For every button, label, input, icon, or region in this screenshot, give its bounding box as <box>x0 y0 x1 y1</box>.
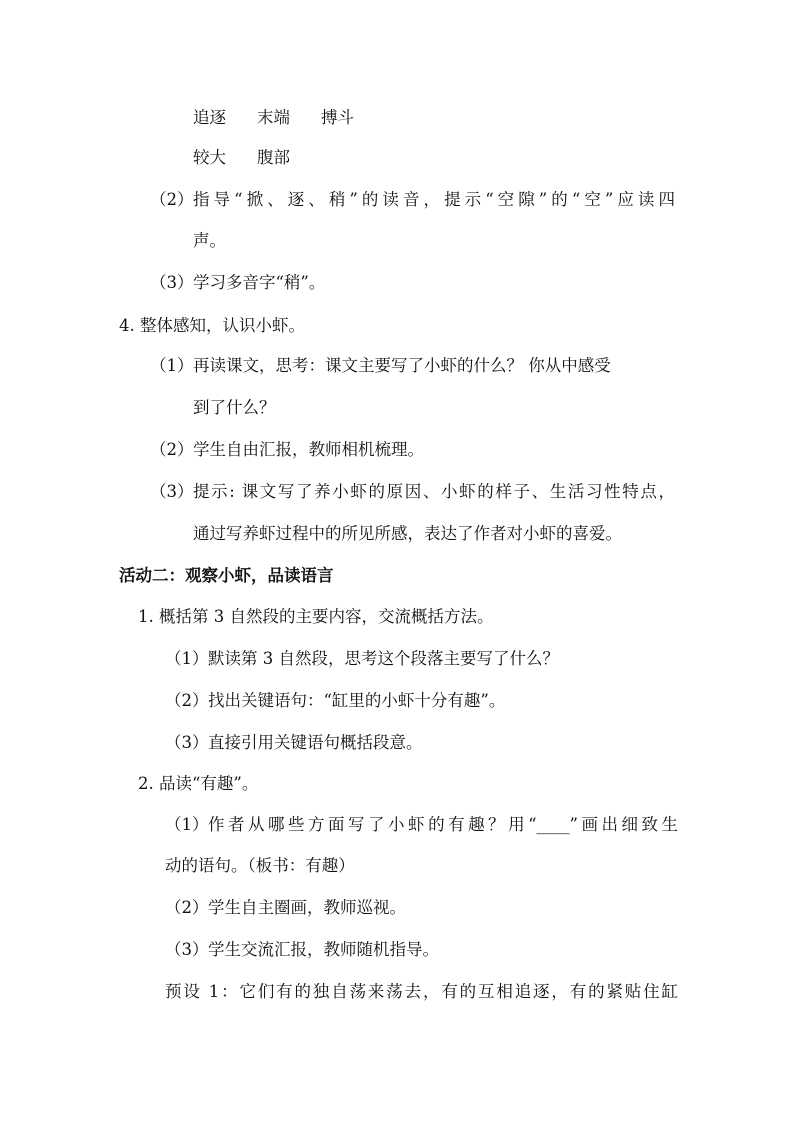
vocab-word: 腹部 <box>257 148 290 167</box>
item-text: 指导“掀、逐、稍”的读音，提示“空隙”的“空”应读四 <box>193 190 675 209</box>
item-number: （2） <box>150 440 194 459</box>
vocab-word: 搏斗 <box>321 108 354 127</box>
item-text: 提示: 课文写了养小虾的原因、小虾的样子、生活习性特点， <box>193 482 675 501</box>
item-number: （2） <box>165 691 209 710</box>
section-title: 1. 概括第 3 自然段的主要内容，交流概括方法。 <box>138 607 494 626</box>
item-number: （1） <box>165 649 209 668</box>
item-number: （1） <box>150 356 194 375</box>
item-text-continued: 到了什么？ <box>193 398 276 417</box>
item-text: 学生自由汇报，教师相机梳理。 <box>193 440 424 459</box>
item-number: （1） <box>165 815 209 834</box>
section-title: 4. 整体感知，认识小虾。 <box>119 316 305 335</box>
item-text: 再读课文，思考：课文主要写了小虾的什么？ 你从中感受 <box>193 356 611 375</box>
activity-heading: 活动二：观察小虾，品读语言 <box>119 566 334 585</box>
item-text-continued: 动的语句。（板书：有趣） <box>165 856 355 875</box>
item-text: 作者从哪些方面写了小虾的有趣？用“____”画出细致生 <box>208 815 678 834</box>
vocab-word: 追逐 <box>193 108 226 127</box>
preset-text: 预设 1：它们有的独自荡来荡去，有的互相追逐，有的紧贴住缸 <box>165 982 678 1001</box>
item-number: （2） <box>150 190 194 209</box>
item-text-continued: 通过写养虾过程中的所见所感，表达了作者对小虾的喜爱。 <box>193 524 622 543</box>
item-text-continued: 声。 <box>193 231 226 250</box>
vocab-row-2 <box>193 148 290 168</box>
item-text: 默读第 3 自然段，思考这个段落主要写了什么？ <box>208 649 559 668</box>
vocab-row-1 <box>193 108 354 128</box>
vocab-word: 末端 <box>257 108 290 127</box>
vocab-word: 较大 <box>193 148 226 167</box>
item-text: 学生自主圈画，教师巡视。 <box>208 898 406 917</box>
item-text: 找出关键语句：“缸里的小虾十分有趣”。 <box>208 691 506 710</box>
item-text: 直接引用关键语句概括段意。 <box>208 733 423 752</box>
section-title: 2. 品读“有趣”。 <box>138 774 259 793</box>
item-number: （3） <box>150 273 194 292</box>
item-number: （3） <box>165 940 209 959</box>
item-number: （3） <box>150 482 194 501</box>
item-number: （2） <box>165 898 209 917</box>
item-number: （3） <box>165 733 209 752</box>
item-text: 学生交流汇报，教师随机指导。 <box>208 940 439 959</box>
item-text: 学习多音字“稍”。 <box>193 273 326 292</box>
